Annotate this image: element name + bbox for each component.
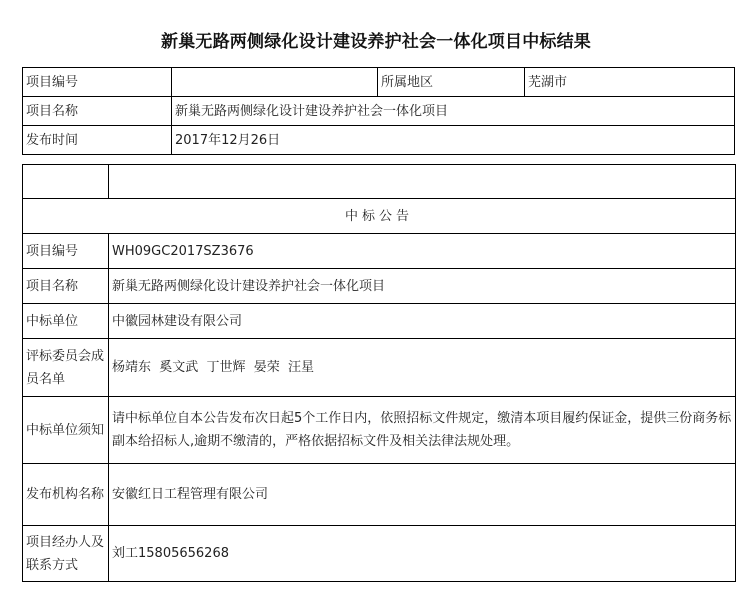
project-name-label: 项目名称	[23, 97, 172, 126]
notice-project-no-value: WH09GC2017SZ3676	[109, 234, 736, 269]
notice-row	[23, 304, 736, 339]
notice-row	[23, 269, 736, 304]
blank-cell	[109, 165, 736, 199]
publish-time-value: 2017年12月26日	[172, 126, 735, 155]
award-notice-table	[22, 164, 736, 582]
notice-row	[23, 464, 736, 526]
notice-row	[23, 397, 736, 464]
bidder-notice-label: 中标单位须知	[23, 397, 109, 464]
notice-project-name-value: 新巢无路两侧绿化设计建设养护社会一体化项目	[109, 269, 736, 304]
project-no-label: 项目编号	[23, 68, 172, 97]
bidder-notice-value: 请中标单位自本公告发布次日起5个工作日内，依照招标文件规定，缴清本项目履约保证金，提供三份商务标副本给招标人,逾期不缴清的，严格依据招标文件及相关法律法规处理。	[109, 397, 736, 464]
notice-project-no-label: 项目编号	[23, 234, 109, 269]
project-name-value: 新巢无路两侧绿化设计建设养护社会一体化项目	[172, 97, 735, 126]
notice-header-row	[23, 199, 736, 234]
committee-members-label: 评标委员会成员名单	[23, 339, 109, 397]
winning-bidder-label: 中标单位	[23, 304, 109, 339]
notice-blank-row	[23, 165, 736, 199]
info-row-publish-time	[23, 126, 735, 155]
project-no-value	[172, 68, 378, 97]
info-row-project-no	[23, 68, 735, 97]
notice-header: 中标公告	[23, 199, 736, 234]
region-value: 芜湖市	[525, 68, 735, 97]
blank-cell	[23, 165, 109, 199]
publisher-label: 发布机构名称	[23, 464, 109, 526]
publish-time-label: 发布时间	[23, 126, 172, 155]
notice-row	[23, 526, 736, 582]
notice-project-name-label: 项目名称	[23, 269, 109, 304]
region-label: 所属地区	[378, 68, 525, 97]
winning-bidder-value: 中徽园林建设有限公司	[109, 304, 736, 339]
page-title: 新巢无路两侧绿化设计建设养护社会一体化项目中标结果	[161, 32, 591, 52]
notice-row	[23, 339, 736, 397]
info-row-project-name	[23, 97, 735, 126]
notice-row	[23, 234, 736, 269]
contact-value: 刘工15805656268	[109, 526, 736, 582]
project-info-table	[22, 67, 735, 155]
contact-label: 项目经办人及联系方式	[23, 526, 109, 582]
committee-members-value: 杨靖东 奚文武 丁世辉 晏荣 汪星	[109, 339, 736, 397]
publisher-value: 安徽红日工程管理有限公司	[109, 464, 736, 526]
